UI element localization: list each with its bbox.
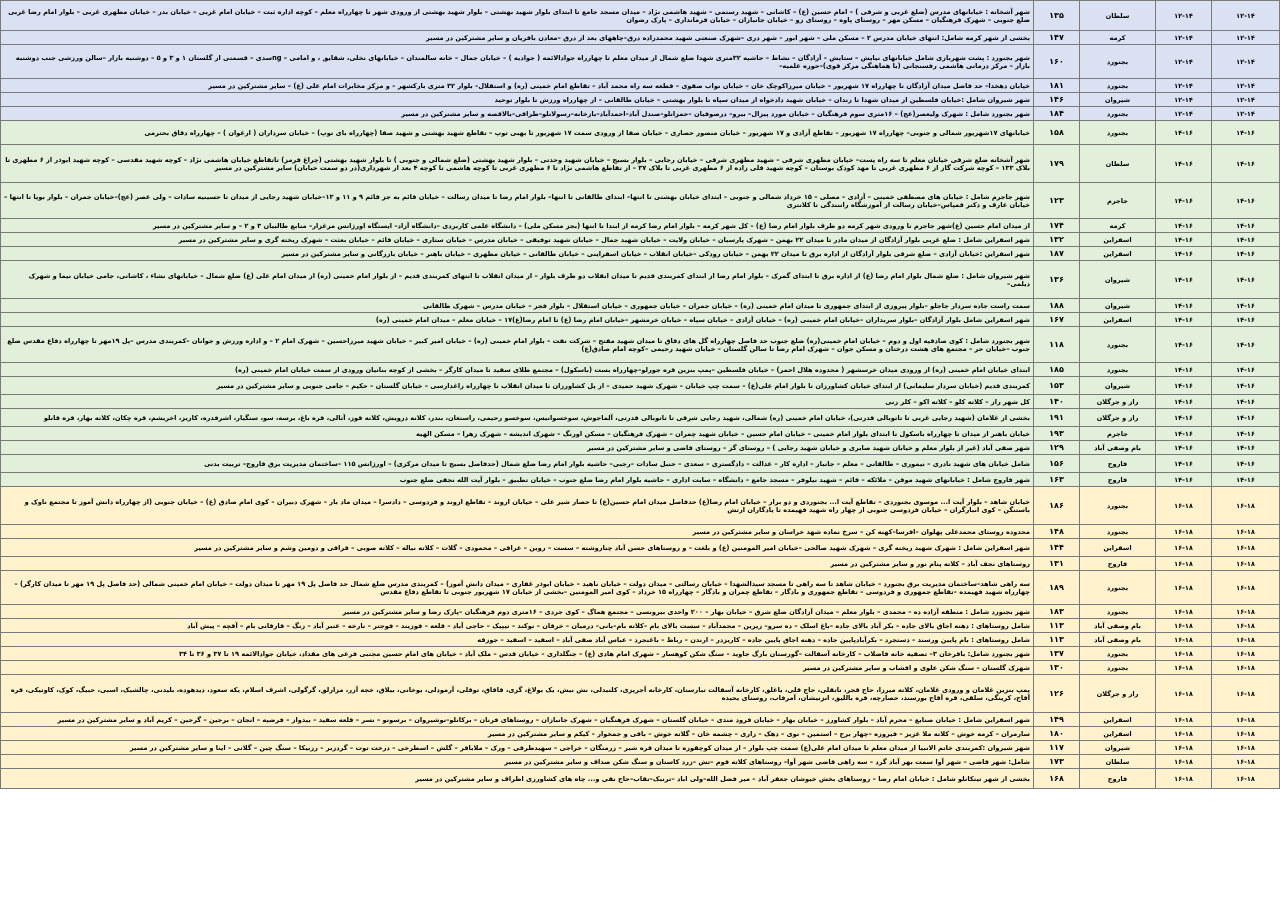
- dup-time-cell: ۱۶-۱۸: [1156, 571, 1212, 605]
- table-row: [1, 233, 1280, 247]
- time-cell: ۱۴-۱۶: [1212, 145, 1280, 183]
- city-cell: اسفراین: [1080, 713, 1156, 727]
- dup-time-cell: ۱۶-۱۸: [1156, 605, 1212, 619]
- area-cell: خیابان شاهد – بلوار آیت ا... موسوی بجنوردی – تقاطع آیت ا... بجنوردی و دو برار – خیابان امام رضا(ع) حدفاصل میدان امام حسین(ع) تا حصار شیر علی – خیابان اروند – تقاطع اروند و فردوسی – دادسرا – میدان ماد بار – شهرک دبیران – کوی امام صادق (ع) – خیابان جنوبی (از چهارراه دانش آموز تا مجتمع ناوک و باستنگن – کوی انبارگران – خیابان فردوسی جنوبی از چهار راه شهید فهیمده تا یادگاران ارتش: [1, 487, 1034, 525]
- city-cell: اسفراین: [1080, 539, 1156, 557]
- time-cell: ۱۶-۱۸: [1212, 769, 1280, 789]
- dup-time-cell: ۱۴-۱۶: [1156, 183, 1212, 219]
- dup-time-cell: ۱۴-۱۶: [1156, 441, 1212, 455]
- area-cell: شهر بجنورد : پشت شهربازی شامل خیابانهای نیایش – ستایش – آزادگان – نشاط – حاشیه ۳۲متری شهدا ضلع شمال از میدان معلم تا چهارراه جوادالائمه ( جواديه ) – خیابان جمال – خانه سالمندان – خیابانهای نخلی، شقایق ، و امامی – ngسدی – قسمتی از گلستان ۱ و ۳ و ۵ – دوشنبه بازار –سالن ورزشی جنب دوشنبه بازار – مرکز درمانی هاشمی رفسنجانی (با هماهنگی مرکز قوی)–حوزه علمیه–: [1, 45, 1034, 79]
- area-cell: شهر آشخانه : خیابانهای مدرس (ضلع غربی و شرقی ) – امام حسین (ع) – کاشانی – شهید رستمی – شهید هاشمی نژاد – میدان مسجد جامع تا ابتدای بلوار شهید بهشتی – بلوار شهید بهشتی از ورودی شهر تا چهارراه معلم – کوچه اداره ثبت – خیابان امام غربی – خیابان بدر – خیابان مطهری غربی – بلوار امام رضا غربی ضلع جنوبی – شهرک فرهنگیان – مسکن مهر – روستای پاوه – روستای زو – خیابان جانبازان – خیابان فرمانداری – پارک رضوان: [1, 1, 1034, 31]
- feeder-code-cell: ۱۳۶: [1034, 261, 1080, 299]
- feeder-code-cell: ۱۶۰: [1034, 45, 1080, 79]
- table-row: [1, 487, 1280, 525]
- area-cell: شهر اسفراین شامل : خیابان صنایع – محرم آباد – بلوار کشاورز – خیابان بهار – خیابان فرود مندی – خیابان گلستان – شهرک فرهنگیان – شهرک جانبازان – روستاهای فرنان – برکانلو–نوشیروان – برسونو – نسر – قلعه سفید – بیدواز – فرضیه – انجان – برجین – گرجین – کریم آباد و سایر مشترکین در مسیر: [1, 713, 1034, 727]
- area-cell: خیابان باهنر از میدان تا چهارراه باسکول تا ابتدای بلوار امام خمینی – خیابان امام حسین – خیابان شهید چمران – شهرک فرهنگیان – مسکن اورنگ – شهرک اندیشه – شهرک زهرا – مسکن الهیه: [1, 427, 1034, 441]
- city-cell: شیروان: [1080, 261, 1156, 299]
- time-cell: ۱۴-۱۶: [1212, 121, 1280, 145]
- city-cell: اسفراین: [1080, 247, 1156, 261]
- city-cell: بام وصفی آباد: [1080, 619, 1156, 633]
- area-cell: سمت راست جاده سردار جاجلو –بلوار پیروزی از ابتدای جمهوری تا میدان امام خمینی (ره) – خیابان جمران – خیابان جمهوری – خیابان استقلال – بلوار فجر – خیابان مدرس – شهرک طالقانی: [1, 299, 1034, 313]
- area-cell: شهر بجنورد شامل : شهرک ولیعصر(عج) – ۱۶متری سوم فرهنگیان – خیابان مورد پیزال– بیرو– درصوفیان –حمزانلو–صندل آباد–احمدآباد–بازخانه–رسولانلو–طراقی–بالاقصه و سایر مشترکین در مسیر: [1, 107, 1034, 121]
- time-cell: ۱۴-۱۶: [1212, 409, 1280, 427]
- dup-time-cell: ۱۴-۱۶: [1156, 233, 1212, 247]
- dup-time-cell: ۱۴-۱۶: [1156, 261, 1212, 299]
- time-cell: ۱۶-۱۸: [1212, 557, 1280, 571]
- feeder-code-cell: ۱۶۷: [1034, 313, 1080, 327]
- dup-time-cell: ۱۲-۱۴: [1156, 1, 1212, 31]
- city-cell: راز و جرگلان: [1080, 395, 1156, 409]
- time-cell: ۱۶-۱۸: [1212, 539, 1280, 557]
- area-cell: شهر اسفراین :خیابان آزادی – ضلع شرقی بلوار آزادگان از اداره برق تا میدان ۲۲ بهمن – خیابان رودکی –خیابان انقلاب – خیابان اسفراینی – خیابان طالقانی – خیابان مطهری – خیابان باهنر – خیابان بازرگانی و سایر مشترکین در مسیر: [1, 247, 1034, 261]
- time-cell: ۱۴-۱۶: [1212, 327, 1280, 363]
- dup-time-cell: ۱۶-۱۸: [1156, 727, 1212, 741]
- feeder-code-cell: ۱۸۹: [1034, 571, 1080, 605]
- table-row: [1, 363, 1280, 377]
- city-cell: فاروج: [1080, 557, 1156, 571]
- city-cell: فاروج: [1080, 455, 1156, 473]
- time-cell: ۱۶-۱۸: [1212, 675, 1280, 713]
- time-cell: ۱۲-۱۴: [1212, 93, 1280, 107]
- city-cell: جاجرم: [1080, 183, 1156, 219]
- dup-time-cell: ۱۲-۱۴: [1156, 79, 1212, 93]
- area-cell: شهر شیروان :کمربندی خاتم الانبیا از میدان معلم تا میدان امام علی(ع) سمت چپ بلوار – از میدان کوچقوزه تا میدان قره شیر – زرمنگان – خراجی – سهیدطرقی – ورک – ملایاقر – گلش – اسطرخی – درخت توت – گردزبر – رزبیکا – سنگ چین – گلاتی – اینا و سایر مشترکین در مسیر: [1, 741, 1034, 755]
- area-cell: بخشی از غلامان (شهید رجایی غربی تا تاتوبالی قدرتی)، خیابان امام خمینی (ره) شمالی، شهید رجایی شرقی تا تاتوبالی قدرتی، آلماجوش، سوخسوانیس، سوخسو رحیمی، راستغان، بندر، کلانه درویش، کلاته قوز، آتالی، قره باغ، برسه، سو، سنگیار، اشرفدره، کاریز، اخریشم، قره چکان، کلاته بهار، قره قانلو: [1, 409, 1034, 427]
- time-cell: ۱۴-۱۶: [1212, 473, 1280, 487]
- feeder-code-cell: ۱۱۳: [1034, 619, 1080, 633]
- table-row: [1, 377, 1280, 395]
- time-cell: ۱۶-۱۸: [1212, 647, 1280, 661]
- feeder-code-cell: ۱۳۰: [1034, 661, 1080, 675]
- city-cell: بجنورد: [1080, 605, 1156, 619]
- feeder-code-cell: ۱۳۲: [1034, 233, 1080, 247]
- time-cell: ۱۴-۱۶: [1212, 219, 1280, 233]
- dup-time-cell: ۱۶-۱۸: [1156, 675, 1212, 713]
- dup-time-cell: ۱۴-۱۶: [1156, 409, 1212, 427]
- city-cell: بجنورد: [1080, 661, 1156, 675]
- area-cell: شهر بجنورد شامل : منطقه آزاده ده – محمدی – بلوار معلم – میدان آزادگان ضلع شرق – خیابان بهار – ۲۰۰ واحدی بیرونسی – مجتمع هماگ – کوی جردی – ۱۶متری دوم فرهنگیان –پارک رضا و سایر مشترکین در مسیر: [1, 605, 1034, 619]
- dup-time-cell: ۱۶-۱۸: [1156, 619, 1212, 633]
- city-cell: بجنورد: [1080, 121, 1156, 145]
- feeder-code-cell: ۱۸۰: [1034, 727, 1080, 741]
- table-row: [1, 183, 1280, 219]
- time-cell: ۱۴-۱۶: [1212, 247, 1280, 261]
- feeder-code-cell: ۱۴۷: [1034, 31, 1080, 45]
- area-cell: شهر اسفراین شامل : ضلع غربی بلوار آزادگان از میدان مادر تا میدان ۲۲ بهمن – شهرک پارسیان – خیابان ولایت – خیابان شهید جمال – خیابان شهید توفیقی – خیابان مدرس – خیابان ستاری – خیابان قائم – خیابان بعثت – شهرک ریخته گری و سایر مشترکین در مسیر: [1, 233, 1034, 247]
- dup-time-cell: ۱۶-۱۸: [1156, 661, 1212, 675]
- time-cell: ۱۲-۱۴: [1212, 107, 1280, 121]
- area-cell: شهر صفی آباد (غیر از بلوار معلم و خیابان شهید صابری و خیابان شهید رجایی ) – روستای گز – روستای قاضی و سایر مشترکین در مسیر: [1, 441, 1034, 455]
- city-cell: اسفراین: [1080, 727, 1156, 741]
- area-cell: سه راهی شاهد–ساختمان مدیریت برق بجنورد – خیابان شاهد تا سه راهی تا مسجد سیدالشهدا – خیابان رسالتی – میدان دولت – خیابان ناهید – خیابان ابوذر غفاری – میدان دانش آموز) – کمربندی مدرس ضلع شمال حد فاصل پل ۱۹ مهر تا میدان دولت – خیابان امام خمینی شمالی (حد فاصل پل ۱۹ مهر تا میدان کارگر) – چهارراه شهید فهیمده –تقاطع جمهوری و فردوسی – تقاطع جمهوری و بادگار – تقاطع چمران و بادگار – چهارراه ۱۵ خرداد – کوی امیر المومنین –بخشی از خیابان ۱۷ شهریور جنوبی تا تقاطع دفاع مقدس: [1, 571, 1034, 605]
- dup-time-cell: ۱۲-۱۴: [1156, 31, 1212, 45]
- time-cell: ۱۶-۱۸: [1212, 755, 1280, 769]
- dup-time-cell: ۱۶-۱۸: [1156, 647, 1212, 661]
- feeder-code-cell: ۱۴۴: [1034, 539, 1080, 557]
- feeder-code-cell: ۱۱۸: [1034, 327, 1080, 363]
- city-cell: فاروج: [1080, 769, 1156, 789]
- table-row: [1, 107, 1280, 121]
- city-cell: شیروان: [1080, 377, 1156, 395]
- time-cell: ۱۶-۱۸: [1212, 741, 1280, 755]
- feeder-code-cell: ۱۳۷: [1034, 647, 1080, 661]
- table-row: [1, 45, 1280, 79]
- table-row: [1, 675, 1280, 713]
- feeder-code-cell: ۱۴۹: [1034, 713, 1080, 727]
- feeder-code-cell: ۱۴۰: [1034, 395, 1080, 409]
- city-cell: بجنورد: [1080, 487, 1156, 525]
- feeder-code-cell: ۱۸۱: [1034, 79, 1080, 93]
- table-row: [1, 1, 1280, 31]
- feeder-code-cell: ۱۸۴: [1034, 107, 1080, 121]
- area-cell: شهر اسفراین شامل : شهرک شهید ریخته گری – شهرک شهید صالحی –خیابان امیر المومنین (ع) و بلغت – و روستاهای حسن آباد چناروشته – سست – روین – عراقی – محمودی – گلات – کلاته نیاله – کلاته صوبی – قراقی و دومین وشم و سایر مشترکین در مسیر: [1, 539, 1034, 557]
- area-cell: شهر بجنورد شامل: باقرخان ۳– تصفیه خانه فاضلاب – کارخانه آسفالت –گورستان بارگ جاوید – سنگ شکن کوهسار – شهرک امام هادی (ع) – جنگلداری – خیابان قدس – ملک آباد – خیابان های امام حسین مجتبی فرعی های مقداد، خیابان جوادالائمه ۱۹ تا ۳۷ و ۳۶ تا ۳۴: [1, 647, 1034, 661]
- table-row: [1, 93, 1280, 107]
- table-row: [1, 539, 1280, 557]
- feeder-code-cell: ۱۸۸: [1034, 299, 1080, 313]
- city-cell: بام وصفی آباد: [1080, 633, 1156, 647]
- feeder-code-cell: ۱۵۶: [1034, 455, 1080, 473]
- table-row: [1, 633, 1280, 647]
- area-cell: شهر بجنورد شامل : کوی صادقیه اول و دوم – خیابان امام خمینی(ره) ضلع جنوب حد فاصل چهارراه گل های دقاق تا میدان شهید مفتح – شرکت نفت – بلوار امام خمینی (ره) – خیابان امیر کبیر – خیابان شهید میرزاحسین – شهرک امام ۲ – و اداره ورزش و جوانان –کمربندی مدرس –پل ۱۹مهر تا چهارراه دفاع مقدس ضلع جنوب –خیابان حر – مجتمع های هشت درختان و مسکن جوان – شهرک امام رضا تا سالن گلستان – خیابان شهید رحیمی –کوچه امام صادق(ع): [1, 327, 1034, 363]
- feeder-code-cell: ۱۷۴: [1034, 219, 1080, 233]
- table-row: [1, 661, 1280, 675]
- dup-time-cell: ۱۴-۱۶: [1156, 145, 1212, 183]
- table-row: [1, 261, 1280, 299]
- time-cell: ۱۴-۱۶: [1212, 313, 1280, 327]
- dup-time-cell: ۱۴-۱۶: [1156, 455, 1212, 473]
- feeder-code-cell: ۱۵۳: [1034, 377, 1080, 395]
- dup-time-cell: ۱۶-۱۸: [1156, 525, 1212, 539]
- city-cell: سلطان: [1080, 145, 1156, 183]
- city-cell: راز و جرگلان: [1080, 409, 1156, 427]
- dup-time-cell: ۱۶-۱۸: [1156, 713, 1212, 727]
- city-cell: بام وصفی آباد: [1080, 441, 1156, 455]
- table-row: [1, 327, 1280, 363]
- area-cell: کل شهر راز – کلاته کلو – کلاته اکو – کلر زنی: [1, 395, 1034, 409]
- feeder-code-cell: ۱۱۳: [1034, 633, 1080, 647]
- feeder-code-cell: ۱۸۳: [1034, 605, 1080, 619]
- dup-time-cell: ۱۲-۱۴: [1156, 45, 1212, 79]
- city-cell: بجنورد: [1080, 327, 1156, 363]
- time-cell: ۱۶-۱۸: [1212, 605, 1280, 619]
- table-row: [1, 713, 1280, 727]
- area-cell: پمپ بنزین غلامان و ورودی غلامان، کلاته میرزا، حاج قجر، ناتقلی، حاج قلی، باغلق، کارخانه آسفالت تبارستان، کارخانه آجرپزی، کلنیدلی، نش نیش، یک بولاغ، گزی، قاقاق، توقلی، آرمودلی، بوخانی، بیلاق، خجه آزر، مزارلق، گرگولی، اشرف اسلام، یکه سعود، دیدهوده، بلیدنی، چالشیک، اسبی، حبیگ، کوک، کاوتیکی، قره آقاج، کرینگی، سلقی، قره آقاج بورسند، حصارچه، قره باللیق، انزنیشان، آمرفاب، روستای یحیده: [1, 675, 1034, 713]
- table-row: [1, 427, 1280, 441]
- dup-time-cell: ۱۶-۱۸: [1156, 487, 1212, 525]
- table-row: [1, 219, 1280, 233]
- dup-time-cell: ۱۴-۱۶: [1156, 247, 1212, 261]
- table-row: [1, 299, 1280, 313]
- time-cell: ۱۴-۱۶: [1212, 455, 1280, 473]
- area-cell: شهر جاجرم شامل : خیابان های مصطفی خمینی – آزادی – مصلی – ۱۵ خرداد شمالی و جنوبی – ابتدای خیابان بهشتی تا انتها– ابتدای طالقانی تا انتها– بلوار امام رضا تا میدان رسالت – خیابان قائم به جز قائم ۹ و ۱۱ و ۱۳–خیابان شهید رجایی از میدان تا حسینیه سادات – ولی عصر (عج)–خیابان جمران – بلوار بوپا تا انتها – خیابان عارف و دکتر قمپاس–خیابان رسالت از آموزشگاه راننندگی تا کلانتری: [1, 183, 1034, 219]
- feeder-code-cell: ۱۹۱: [1034, 409, 1080, 427]
- time-cell: ۱۲-۱۴: [1212, 1, 1280, 31]
- feeder-code-cell: ۱۲۳: [1034, 183, 1080, 219]
- table-row: [1, 31, 1280, 45]
- time-cell: ۱۴-۱۶: [1212, 395, 1280, 409]
- dup-time-cell: ۱۴-۱۶: [1156, 313, 1212, 327]
- table-row: [1, 79, 1280, 93]
- dup-time-cell: ۱۴-۱۶: [1156, 427, 1212, 441]
- dup-time-cell: ۱۶-۱۸: [1156, 557, 1212, 571]
- time-cell: ۱۶-۱۸: [1212, 633, 1280, 647]
- city-cell: بجنورد: [1080, 45, 1156, 79]
- city-cell: بجنورد: [1080, 525, 1156, 539]
- time-cell: ۱۶-۱۸: [1212, 487, 1280, 525]
- time-cell: ۱۶-۱۸: [1212, 713, 1280, 727]
- feeder-code-cell: ۱۷۳: [1034, 755, 1080, 769]
- city-cell: بجنورد: [1080, 363, 1156, 377]
- table-row: [1, 525, 1280, 539]
- area-cell: سارمران – کرمه خوش – کلاته ملا عزیز – فیروزه –چهار برج – استمین – نوی – دهک – زاری – چشمه خان – گلاته خوش – باقی و جمخوار – کیکم و سایر مشترکین در مسیر: [1, 727, 1034, 741]
- area-cell: شهر شیروان شامل :خیابان فلسطین از میدان شهدا تا زندان – خیابان شهید دادخواه از میدان سپاه تا بلوار بهشتی – خیابان طالقانی – از چهارراه ورزش تا بلوار توحید: [1, 93, 1034, 107]
- city-cell: اسفراین: [1080, 233, 1156, 247]
- city-cell: سلطان: [1080, 1, 1156, 31]
- dup-time-cell: ۱۴-۱۶: [1156, 473, 1212, 487]
- table-row: [1, 619, 1280, 633]
- city-cell: بجنورد: [1080, 571, 1156, 605]
- area-cell: خیابانهای ۱۷شهریور شمالی و جنوبی– چهارراه ۱۷ شهریور – تقاطع آزادی و ۱۷ شهریور – خیابان منصور حصاری – خیابان صفا از ورودی سمت ۱۷ شهریور تا بهبی توپ – تقاطع شهید بهشتی و شهید صفا (چهارراه بای توپ) – خیابان سرداران ( ارغوان ) – چهارراه دقاق بحترمی: [1, 121, 1034, 145]
- table-row: [1, 409, 1280, 427]
- city-cell: راز و جرگلان: [1080, 675, 1156, 713]
- feeder-code-cell: ۱۴۸: [1034, 525, 1080, 539]
- table-row: [1, 455, 1280, 473]
- dup-time-cell: ۱۶-۱۸: [1156, 539, 1212, 557]
- city-cell: کرمه: [1080, 31, 1156, 45]
- table-row: [1, 727, 1280, 741]
- area-cell: شهرک گلستان – سنگ شکن علوی و اقشاب و سایر مشترکین در مسیر: [1, 661, 1034, 675]
- table-row: [1, 473, 1280, 487]
- table-row: [1, 741, 1280, 755]
- dup-time-cell: ۱۲-۱۴: [1156, 107, 1212, 121]
- table-row: [1, 145, 1280, 183]
- time-cell: ۱۴-۱۶: [1212, 363, 1280, 377]
- feeder-code-cell: ۱۲۶: [1034, 675, 1080, 713]
- area-cell: شهر اسفراین شامل بلوار آزادگان –بلوار سربداران –خیابان امام خمینی (ره) – خیابان آزادی – خیابان سپاه – خیابان خرمشهر –خیابان امام رضا (ع) تا امام رضا(ع)۱۷ – خیابان معلم – میدان امام خمینی (ره): [1, 313, 1034, 327]
- city-cell: شیروان: [1080, 299, 1156, 313]
- table-row: [1, 769, 1280, 789]
- table-row: [1, 755, 1280, 769]
- area-cell: روستاهای نجف آباد – کلاته پنام نور و سایر مشترکین در مسیر: [1, 557, 1034, 571]
- table-row: [1, 247, 1280, 261]
- dup-time-cell: ۱۴-۱۶: [1156, 327, 1212, 363]
- time-cell: ۱۲-۱۴: [1212, 79, 1280, 93]
- area-cell: شامل روستاهای : بام پایین ورسند – دستجرد – بکرآبادپایین جاده – دهنه اجاق پایین جاده – کاریزدر – ارندن – رباط – باغنجرد – عباس آباد صفی آباد – اسفید – اسفید – جوزقه: [1, 633, 1034, 647]
- schedule-body: [1, 1, 1280, 789]
- time-cell: ۱۲-۱۴: [1212, 45, 1280, 79]
- area-cell: شهر فاروج شامل : خیابانهای شهید موقن – ملائکه – قائم – شهید نیلوفر – مسجد جامع – دانشگاه – سایت اداری – حاشیه بلوار امام رضا ضلع جنوب – خیابان تطبیق – بلوار آیت الله نجفی ضلع جنوب: [1, 473, 1034, 487]
- feeder-code-cell: ۱۳۵: [1034, 1, 1080, 31]
- dup-time-cell: ۱۶-۱۸: [1156, 741, 1212, 755]
- feeder-code-cell: ۱۸۵: [1034, 363, 1080, 377]
- table-row: [1, 121, 1280, 145]
- feeder-code-cell: ۱۳۱: [1034, 557, 1080, 571]
- area-cell: شامل خیابان های شهید نادری – نیموری – طالقانی – معلم – جانباز – اداره کار – عدالت – دادگستری – سعدی – حنبل سادات –رجبی– حاشیه بلوار امام رضا ضلع شمال (حدفاصل بسیج تا میدان مرکزی) – اورژانس ۱۱۵ –ساختمان مدیریت برق فاروج– تربیت بدنی: [1, 455, 1034, 473]
- area-cell: شامل: شهر قاضی – شهر آوا سمت بهر آباد گرد – سه راهی قاضی شهر آوا– روستاهای کلاته قوم –تش –زرد کاستان و سنگ شکن صداف و سایر مشترکین در مسیر: [1, 755, 1034, 769]
- city-cell: بجنورد: [1080, 647, 1156, 661]
- city-cell: بجنورد: [1080, 107, 1156, 121]
- city-cell: جاجرم: [1080, 427, 1156, 441]
- table-row: [1, 605, 1280, 619]
- city-cell: بجنورد: [1080, 79, 1156, 93]
- dup-time-cell: ۱۶-۱۸: [1156, 633, 1212, 647]
- dup-time-cell: ۱۶-۱۸: [1156, 755, 1212, 769]
- city-cell: شیروان: [1080, 741, 1156, 755]
- time-cell: ۱۴-۱۶: [1212, 261, 1280, 299]
- feeder-code-cell: ۱۶۳: [1034, 473, 1080, 487]
- table-row: [1, 647, 1280, 661]
- time-cell: ۱۶-۱۸: [1212, 571, 1280, 605]
- time-cell: ۱۶-۱۸: [1212, 525, 1280, 539]
- time-cell: ۱۴-۱۶: [1212, 427, 1280, 441]
- area-cell: از میدان امام حسین (ع)شهر جاجرم تا ورودی شهر کرمه دو طرف بلوار امام رضا (ع) – کل شهر کرمه – بلوار امام رضا کرمه از ابتدا تا انتها (بجز مسکن ملی) – دانشگاه علمی کاربردی –دانشگاه آزاد– ایستگاه اورژانس مرغزار– منابع طالبیان ۳ و ۲ – و سایر مشترکین در مسیر: [1, 219, 1034, 233]
- area-cell: شهر شیروان شامل : ضلع شمال بلوار امام رضا (ع) از اداره برق تا ابتدای گمرک – بلوار امام رضا از ابتدای کمربندی قدیم تا میدان انقلاب دو طرف بلوار – از میدان انقلاب تا انتهای کمربندی قدیم – از بلوار امام خمینی (ره) از میدان امام علی (ع) ضلع شمال – خیابانهای نشاء ، کاشانی، جامی خیابان نیما و شهرک دیلمی–: [1, 261, 1034, 299]
- table-row: [1, 571, 1280, 605]
- feeder-code-cell: ۱۱۷: [1034, 741, 1080, 755]
- time-cell: ۱۶-۱۸: [1212, 661, 1280, 675]
- feeder-code-cell: ۱۲۹: [1034, 441, 1080, 455]
- time-cell: ۱۴-۱۶: [1212, 441, 1280, 455]
- area-cell: ابتدای خیابان امام خمینی (ره) از ورودی میدان خرسشهر ( محدوده هلال احمر) – خیابان فلسطین –پمپ بنزین قره جورلو–چهارراه بست (باسکول) – مجتمع طلای سفید تا میدان کارگر – بخشی از کوچه بنانیان ورودی از سمت خیابان امام خمینی (ره): [1, 363, 1034, 377]
- table-row: [1, 313, 1280, 327]
- time-cell: ۱۶-۱۸: [1212, 727, 1280, 741]
- area-cell: کمربندی قدیم (خیابان سردار سلیمانی) از ابتدای خیابان کشاورزان تا بلوار امام علی(ع) – سمت چپ خیابان – شهرک شهید حمیدی – از پل کشاورزان تا میدان انقلاب تا چهارراه زاغدارسی – خیابان گلستان – حکیم – جامی جنوبی و سایر مشترکین در مسیر: [1, 377, 1034, 395]
- area-cell: محدوده روستای محمدعلی پهلوان –افرسا–کهنه کن – سرخ نماده شهد خراسان و سایر مشترکین در مسیر: [1, 525, 1034, 539]
- dup-time-cell: ۱۴-۱۶: [1156, 363, 1212, 377]
- time-cell: ۱۴-۱۶: [1212, 233, 1280, 247]
- time-cell: ۱۲-۱۴: [1212, 31, 1280, 45]
- feeder-code-cell: ۱۸۷: [1034, 247, 1080, 261]
- time-cell: ۱۴-۱۶: [1212, 183, 1280, 219]
- time-cell: ۱۶-۱۸: [1212, 619, 1280, 633]
- table-row: [1, 557, 1280, 571]
- dup-time-cell: ۱۲-۱۴: [1156, 93, 1212, 107]
- time-cell: ۱۴-۱۶: [1212, 377, 1280, 395]
- dup-time-cell: ۱۶-۱۸: [1156, 769, 1212, 789]
- area-cell: شامل روستاهای : دهنه اجاق بالای جاده – بکر آباد بالای جاده –باغ اسلک – ده سرو– زیرین – محمدآباد – سست بالای بام –کلاته بام–بانی– درمیان – خرقان – نوکند – تیپیک – حاجی آباد – قلعه – فوزیند – فوجتر – نارخه – عنبر آباد – زنگ – قارقانی بام – آقچه – پیش آباد: [1, 619, 1034, 633]
- table-row: [1, 441, 1280, 455]
- city-cell: سلطان: [1080, 755, 1156, 769]
- area-cell: بخشی از شهر تیتکانلو شامل : خیابان امام رضا – روستاهای بخش خیوشان جعفر آباد – میر فضل الله–ولی اباد –ترنبک–تقاب–حاج نفی و... چاه های کشاورزی اطراف و سایر مشترکین در مسیر: [1, 769, 1034, 789]
- dup-time-cell: ۱۴-۱۶: [1156, 377, 1212, 395]
- time-cell: ۱۴-۱۶: [1212, 299, 1280, 313]
- dup-time-cell: ۱۴-۱۶: [1156, 299, 1212, 313]
- feeder-code-cell: ۱۷۹: [1034, 145, 1080, 183]
- dup-time-cell: ۱۴-۱۶: [1156, 121, 1212, 145]
- city-cell: کرمه: [1080, 219, 1156, 233]
- feeder-code-cell: ۱۴۶: [1034, 93, 1080, 107]
- feeder-code-cell: ۱۸۶: [1034, 487, 1080, 525]
- area-cell: خیابان دهخدا– حد فاصل میدان آزادگان تا چهارراه ۱۷ شهریور – خیابان میرزاکوچک خان – خیابان نواب صفوی – قطعه سه راه محمد آباد – تقاطع امام خمینی (ره) و استقلال– بلوار ۳۲ متری بارکشهر – و مرکز مخابرات امام علی (ع) – سایر مشترکین در مسیر: [1, 79, 1034, 93]
- dup-time-cell: ۱۴-۱۶: [1156, 395, 1212, 409]
- city-cell: اسفراین: [1080, 313, 1156, 327]
- area-cell: بخشی از شهر کرمه شامل: انتهای خیابان مدرس ۲ – مسکن ملی – شهر ابور – شهر دری –شهرک صنعتی شهید محمدزاده درق–چاههای بعد از درق –معادن باقریان و سایر مشترکین در مسیر: [1, 31, 1034, 45]
- dup-time-cell: ۱۴-۱۶: [1156, 219, 1212, 233]
- feeder-code-cell: ۱۹۳: [1034, 427, 1080, 441]
- feeder-code-cell: ۱۶۸: [1034, 769, 1080, 789]
- table-row: [1, 395, 1280, 409]
- area-cell: شهر آشخانه ضلع شرقی خیابان معلم تا سه راه پست– خیابان مطهری شرقی – شهید مطهری شرقی – خیابان رجایی – بلوار بسیج – خیابان شهید وحدتی – بلوار شهید بهشتی (ضلع شمالی و جنوبی ) تا بلوار شهید بهشتی (چراغ قرمز) تاتقاطع خیابان هاشمی نژاد – کوچه شهید مقدسی – کوچه شهید ابوذر از ۶ مطهری تا بلاک ۱۳۳ – کوچه شرکت گاز از ۶ مطهری غربی تا مهد کودک بوستان – کوچه شهید قلی زاده از ۶ مطهری غربی تا بلاک ۳۷ – از تقاطع هاشمی نژاد تا ۶ مطهری غربی تا کوچه هاشمی تا کوچه ۴ بعد از شهرداری(در دو سمت خیابان) سایر مشترکین در مسیر: [1, 145, 1034, 183]
- city-cell: فاروج: [1080, 473, 1156, 487]
- city-cell: شیروان: [1080, 93, 1156, 107]
- feeder-code-cell: ۱۵۸: [1034, 121, 1080, 145]
